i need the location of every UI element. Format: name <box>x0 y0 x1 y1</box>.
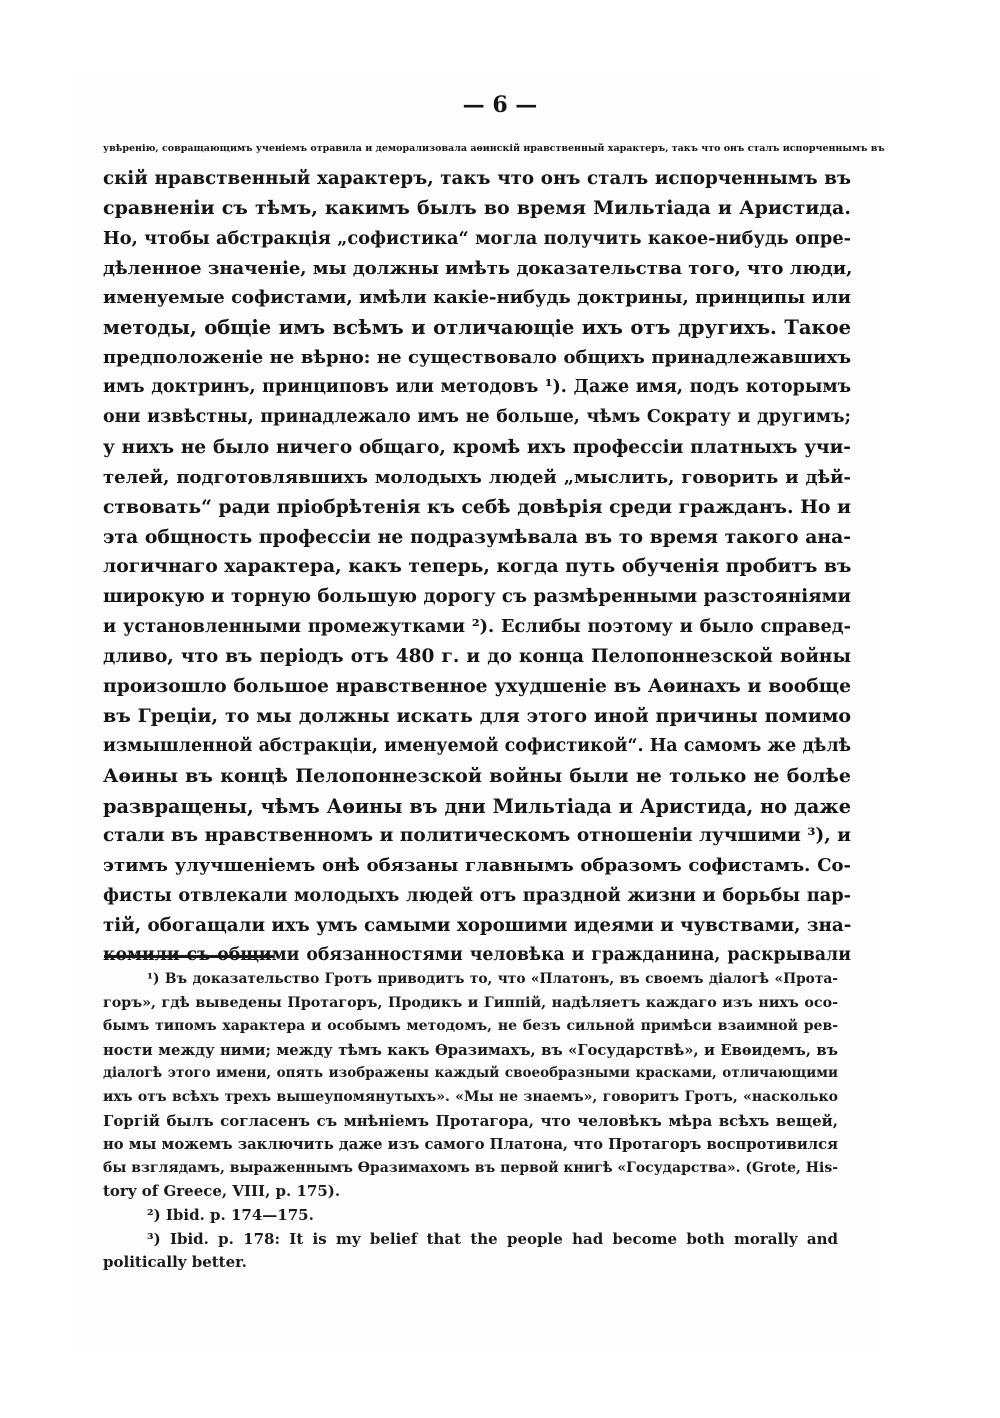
footnote-line: ности между ними; между тѣмъ какъ Ѳразимахъ, въ «Государствѣ», и Евѳидемъ, въ <box>103 1041 838 1059</box>
text-line: Аѳины въ концѣ Пелопоннезской войны были не только не болѣе <box>103 764 851 787</box>
footnote-line: politically better. <box>103 1253 247 1272</box>
footnote-line: ¹) Въ доказательство Гротъ приводитъ то, что «Платонъ, въ своемъ діалогѣ «Прота- <box>147 971 838 987</box>
text-line: фисты отвлекали молодыхъ людей отъ праздной жизни и борьбы пар- <box>103 885 851 907</box>
main-text <box>103 134 885 971</box>
page-number: — 6 — <box>462 92 538 118</box>
text-line: предположеніе не вѣрно: не существовало общихъ принадлежавшихъ <box>103 347 851 369</box>
text-line: эта общность профессіи не подразумѣвала въ то время такого ана- <box>103 525 851 548</box>
text-line: и установленными промежутками ²). Еслибы поэтому и было справед- <box>103 616 851 638</box>
footnote-line: діалогѣ этого имени, опять изображены каждый своеобразными красками, отличающими <box>103 1065 838 1082</box>
text-line: произошло большое нравственное ухудшеніе въ Аѳинахъ и вообще <box>103 675 851 698</box>
footnote-separator <box>104 955 274 958</box>
footnote-line: tory of Greece, VIII, p. 175). <box>103 1182 341 1201</box>
text-line: широкую и торную большую дорогу съ размѣренными разстояніями <box>103 586 851 608</box>
text-line: развращены, чѣмъ Аѳины въ дни Мильтіада и Аристида, но даже <box>103 794 851 818</box>
text-line: Но, чтобы абстракція „софистика“ могла получить какое-нибудь опре- <box>103 227 851 249</box>
text-line: комили съ общими обязанностями человѣка и гражданина, раскрывали <box>103 945 851 966</box>
text-line: они извѣстны, принадлежало имъ не больше, чѣмъ Сократу и другимъ; <box>103 407 851 428</box>
text-line: скій нравственный характеръ, такъ что онъ сталъ испорченнымъ въ <box>103 167 851 189</box>
text-line: увѣренію, совращающимъ ученіемъ отравила и деморализовала аѳинскій нравственный характеръ, такъ что онъ сталъ испорченнымъ въ <box>103 143 885 154</box>
text-line: ствовать“ ради пріобрѣтенія къ себѣ довѣрія среди гражданъ. Но и <box>103 495 851 518</box>
text-line: сравненіи съ тѣмъ, какимъ былъ во время Мильтіада и Аристида. <box>103 196 851 219</box>
text-line: методы, общіе имъ всѣмъ и отличающіе ихъ отъ другихъ. Такое <box>103 316 851 340</box>
text-line: именуемые софистами, имѣли какіе-нибудь доктрины, принципы или <box>103 287 851 309</box>
text-line: у нихъ не было ничего общаго, кромѣ ихъ профессіи платныхъ учи- <box>103 436 851 458</box>
text-line: измышленной абстракціи, именуемой софистикой“. На самомъ же дѣлѣ <box>103 735 851 756</box>
text-line: имъ доктринъ, принциповъ или методовъ ¹). Даже имя, подъ которымъ <box>103 377 851 398</box>
footnote-line: бы взглядамъ, выраженнымъ Ѳразимахомъ въ первой книгѣ «Государства». (Grote, His- <box>103 1159 839 1176</box>
footnote-line: бымъ типомъ характера и особымъ методомъ, не безъ сильной примѣси взаимной рев- <box>103 1018 838 1035</box>
text-line: дливо, что въ періодъ отъ 480 г. и до конца Пелопоннезской войны <box>103 646 851 668</box>
footnote-line: Горгій былъ согласенъ съ мнѣніемъ Протагора, что человѣкъ мѣра всѣхъ вещей, <box>103 1111 838 1130</box>
text-line: тій, обогащали ихъ умъ самыми хорошими идеями и чувствами, зна- <box>103 915 852 937</box>
text-line: этимъ улучшеніемъ онѣ обязаны главнымъ образомъ софистамъ. Со- <box>103 855 851 877</box>
text-line: стали въ нравственномъ и политическомъ отношеніи лучшими ³), и <box>103 825 851 847</box>
text-line: въ Греціи, то мы должны искать для этого иной причины помимо <box>103 704 851 727</box>
footnotes <box>103 968 838 1275</box>
text-line: телей, подготовлявшихъ молодыхъ людей „мыслить, говорить и дѣй- <box>103 466 851 488</box>
text-line: логичнаго характера, какъ теперь, когда путь обученія пробитъ въ <box>103 555 852 578</box>
text-line: дѣленное значеніе, мы должны имѣть доказательства того, что люди, <box>103 257 853 279</box>
footnote-line: ³) Ibid. p. 178: It is my belief that the people had become both morally and <box>147 1229 838 1248</box>
footnote-line: но мы можемъ заключить даже изъ самого Платона, что Протагоръ воспротивился <box>103 1136 839 1154</box>
footnote-line: горъ», гдѣ выведены Протагоръ, Продикъ и Гиппій, надѣляетъ каждаго изъ нихъ осо- <box>103 994 838 1011</box>
footnote-line: ²) Ibid. p. 174—175. <box>147 1205 314 1224</box>
footnote-line: ихъ отъ всѣхъ трехъ вышеупомянутыхъ». «Мы не знаемъ», говоритъ Гротъ, «насколько <box>103 1088 838 1105</box>
